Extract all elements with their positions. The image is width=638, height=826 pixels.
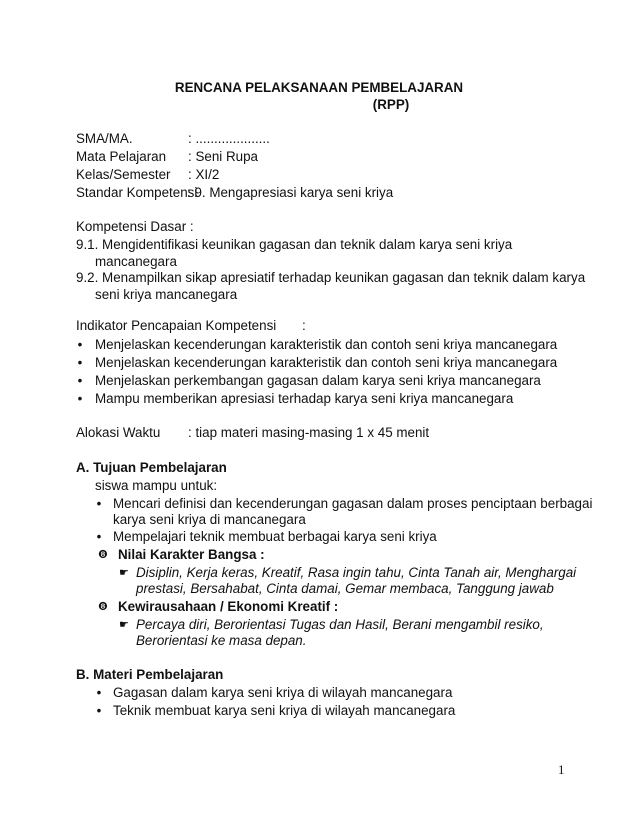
bullet-icon: • [96, 703, 102, 718]
bullet-icon: • [96, 685, 102, 700]
materi-text: Teknik membuat karya seni kriya di wilayah mancanegara [113, 703, 456, 718]
tujuan-text: Mempelajari teknik membuat berbagai karya seni kriya [113, 529, 437, 544]
indikator-text: Menjelaskan perkembangan gagasan dalam karya seni kriya mancanegara [95, 373, 541, 388]
kompetensi-item-cont: seni kriya mancanegara [95, 287, 238, 302]
tujuan-text: Mencari definisi dan kecenderungan gagasan dalam proses penciptaan berbagai [113, 496, 593, 511]
identity-value: : XI/2 [188, 167, 220, 182]
bullet-icon: • [77, 337, 83, 352]
page-number: 1 [558, 762, 565, 777]
identity-value: : Seni Rupa [188, 149, 258, 164]
nilai-text: Disiplin, Kerja keras, Kreatif, Rasa ingin tahu, Cinta Tanah air, Menghargai [136, 565, 577, 580]
identity-label: Kelas/Semester [76, 167, 171, 182]
indikator-text: Menjelaskan kecenderungan karakteristik dan contoh seni kriya mancanegara [95, 337, 558, 352]
alokasi-value: : tiap materi masing-masing 1 x 45 menit [188, 425, 430, 440]
tujuan-item-cont: karya seni kriya di mancanegara [113, 512, 306, 527]
document-title: RENCANA PELAKSANAAN PEMBELAJARAN [174, 80, 464, 95]
alokasi-label: Alokasi Waktu [76, 425, 161, 440]
kewira-heading: Kewirausahaan / Ekonomi Kreatif : [118, 599, 339, 614]
circled-bullet-icon: ❽ [98, 601, 108, 613]
bullet-icon: • [77, 391, 83, 406]
nilai-heading: Nilai Karakter Bangsa : [118, 547, 265, 562]
bullet-icon: • [77, 355, 83, 370]
kompetensi-item-cont: mancanegara [95, 254, 177, 269]
indikator-text: Mampu memberikan apresiasi terhadap karya seni kriya mancanegara [95, 391, 514, 406]
bullet-icon: • [96, 529, 102, 544]
indikator-text: Menjelaskan kecenderungan karakteristik dan contoh seni kriya mancanegara [95, 355, 558, 370]
kewira-text: Percaya diri, Berorientasi Tugas dan Hasil, Berani mengambil resiko, [136, 617, 544, 632]
circled-bullet-icon: ❽ [98, 549, 108, 561]
identity-value: : 9. Mengapresiasi karya seni kriya [187, 185, 394, 200]
identity-label: Mata Pelajaran [76, 149, 167, 164]
kompetensi-heading: Kompetensi Dasar : [76, 219, 194, 234]
kompetensi-item: 9.1. Mengidentifikasi keunikan gagasan dan teknik dalam karya seni kriya [76, 237, 513, 252]
kewira-text-cont: Berorientasi ke masa depan. [136, 633, 307, 648]
tujuan-heading: A. Tujuan Pembelajaran [76, 460, 227, 475]
bullet-icon: • [96, 496, 102, 511]
materi-text: Gagasan dalam karya seni kriya di wilayah mancanegara [113, 685, 453, 700]
tujuan-intro: siswa mampu untuk: [95, 478, 218, 493]
pointer-bullet-icon: ☛ [119, 619, 129, 631]
pointer-bullet-icon: ☛ [119, 567, 129, 579]
kompetensi-item: 9.2. Menampilkan sikap apresiatif terhadap keunikan gagasan dan teknik dalam karya [76, 270, 586, 285]
indikator-colon: : [302, 318, 306, 333]
identity-label: SMA/MA. [76, 131, 133, 146]
identity-value: : .................... [188, 131, 270, 146]
identity-label: Standar Kompetensi [76, 185, 198, 200]
bullet-icon: • [77, 373, 83, 388]
indikator-heading: Indikator Pencapaian Kompetensi [76, 318, 277, 333]
nilai-text-cont: prestasi, Bersahabat, Cinta damai, Gemar membaca, Tanggung jawab [136, 581, 554, 596]
document-subtitle: (RPP) [372, 97, 410, 112]
materi-heading: B. Materi Pembelajaran [76, 667, 224, 682]
